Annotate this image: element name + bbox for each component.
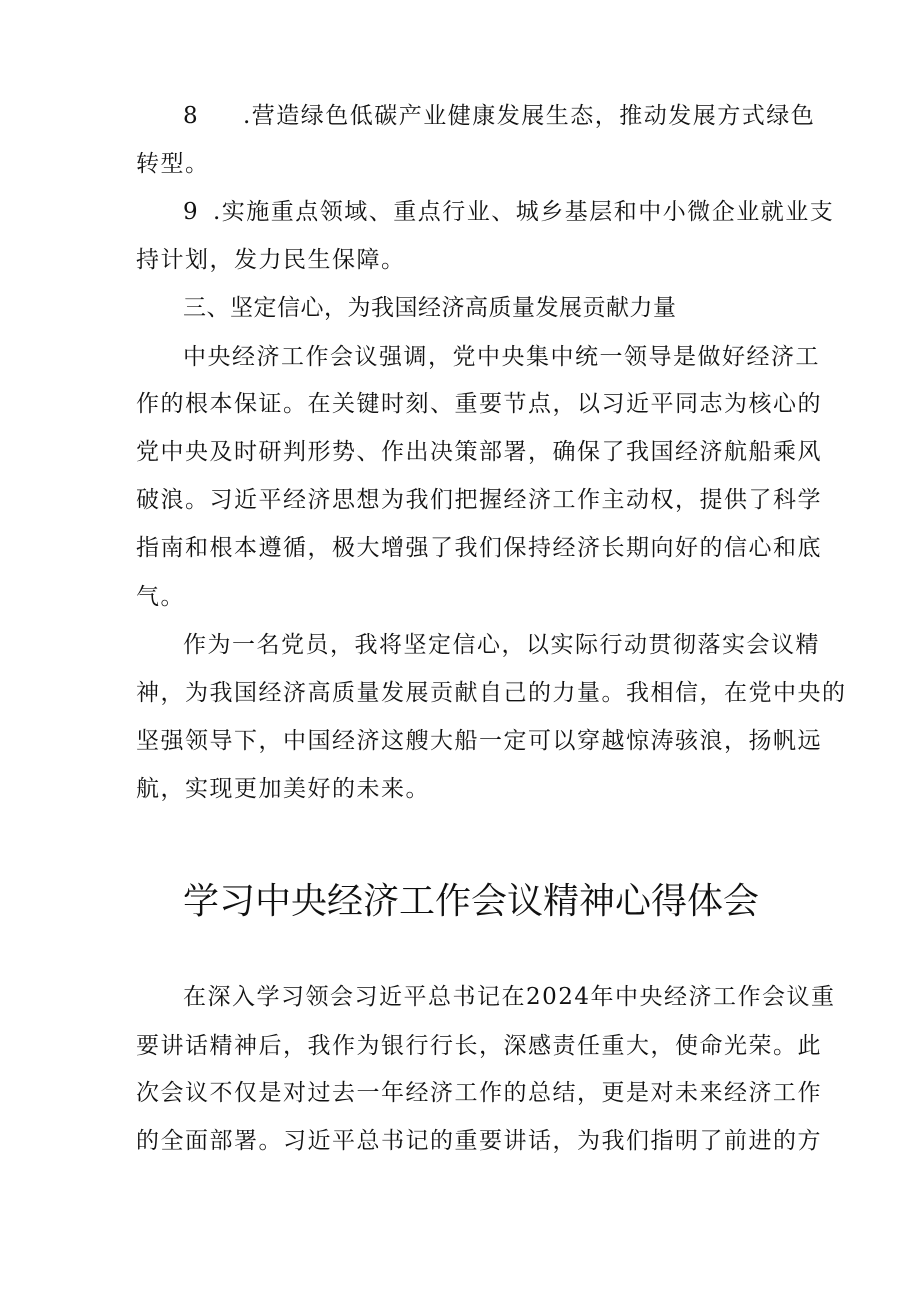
para3-line-2: 要讲话精神后，我作为银行行长，深感责任重大，使命光荣。此	[136, 1033, 822, 1059]
para1-line-4: 破浪。习近平经济思想为我们把握经济工作主动权，提供了科学	[136, 487, 822, 513]
para1-line-5: 指南和根本遵循，极大增强了我们保持经济长期向好的信心和底	[136, 535, 822, 561]
para2-line-2: 神，为我国经济高质量发展贡献自己的力量。我相信，在党中央的	[136, 680, 847, 706]
item-8-text: .营造绿色低碳产业健康发展生态，推动发展方式绿色	[243, 103, 816, 129]
para3-line-4: 的全面部署。习近平总书记的重要讲话，为我们指明了前进的方	[136, 1128, 822, 1154]
para3-line-3: 次会议不仅是对过去一年经济工作的总结，更是对未来经济工作	[136, 1080, 822, 1106]
para2-line-4: 航，实现更加美好的未来。	[136, 776, 430, 802]
item-9-number: 9	[183, 199, 200, 225]
para1-line-2: 作的根本保证。在关键时刻、重要节点，以习近平同志为核心的	[136, 391, 822, 417]
item-8-line-1	[183, 101, 815, 131]
item-8-number: 8	[183, 103, 200, 129]
item-9-line-1	[183, 197, 834, 227]
para3-line-1: 在深入学习领会习近平总书记在2024年中央经济工作会议重	[183, 984, 836, 1010]
item-9-text: .实施重点领域、重点行业、城乡基层和中小微企业就业支	[213, 199, 835, 225]
para1-line-1: 中央经济工作会议强调，党中央集中统一领导是做好经济工	[183, 344, 820, 370]
para2-line-1: 作为一名党员，我将坚定信心，以实际行动贯彻落实会议精	[183, 632, 820, 658]
para2-line-3: 坚强领导下，中国经济这艘大船一定可以穿越惊涛骇浪，扬帆远	[136, 728, 822, 754]
item-9-line-2: 持计划，发力民生保障。	[136, 247, 406, 273]
section-heading: 三、坚定信心，为我国经济高质量发展贡献力量	[183, 295, 677, 321]
article-title: 学习中央经济工作会议精神心得体会	[183, 881, 760, 922]
para1-line-6: 气。	[136, 584, 185, 610]
para1-line-3: 党中央及时研判形势、作出决策部署，确保了我国经济航船乘风	[136, 439, 822, 465]
item-8-line-2: 转型。	[136, 151, 210, 177]
